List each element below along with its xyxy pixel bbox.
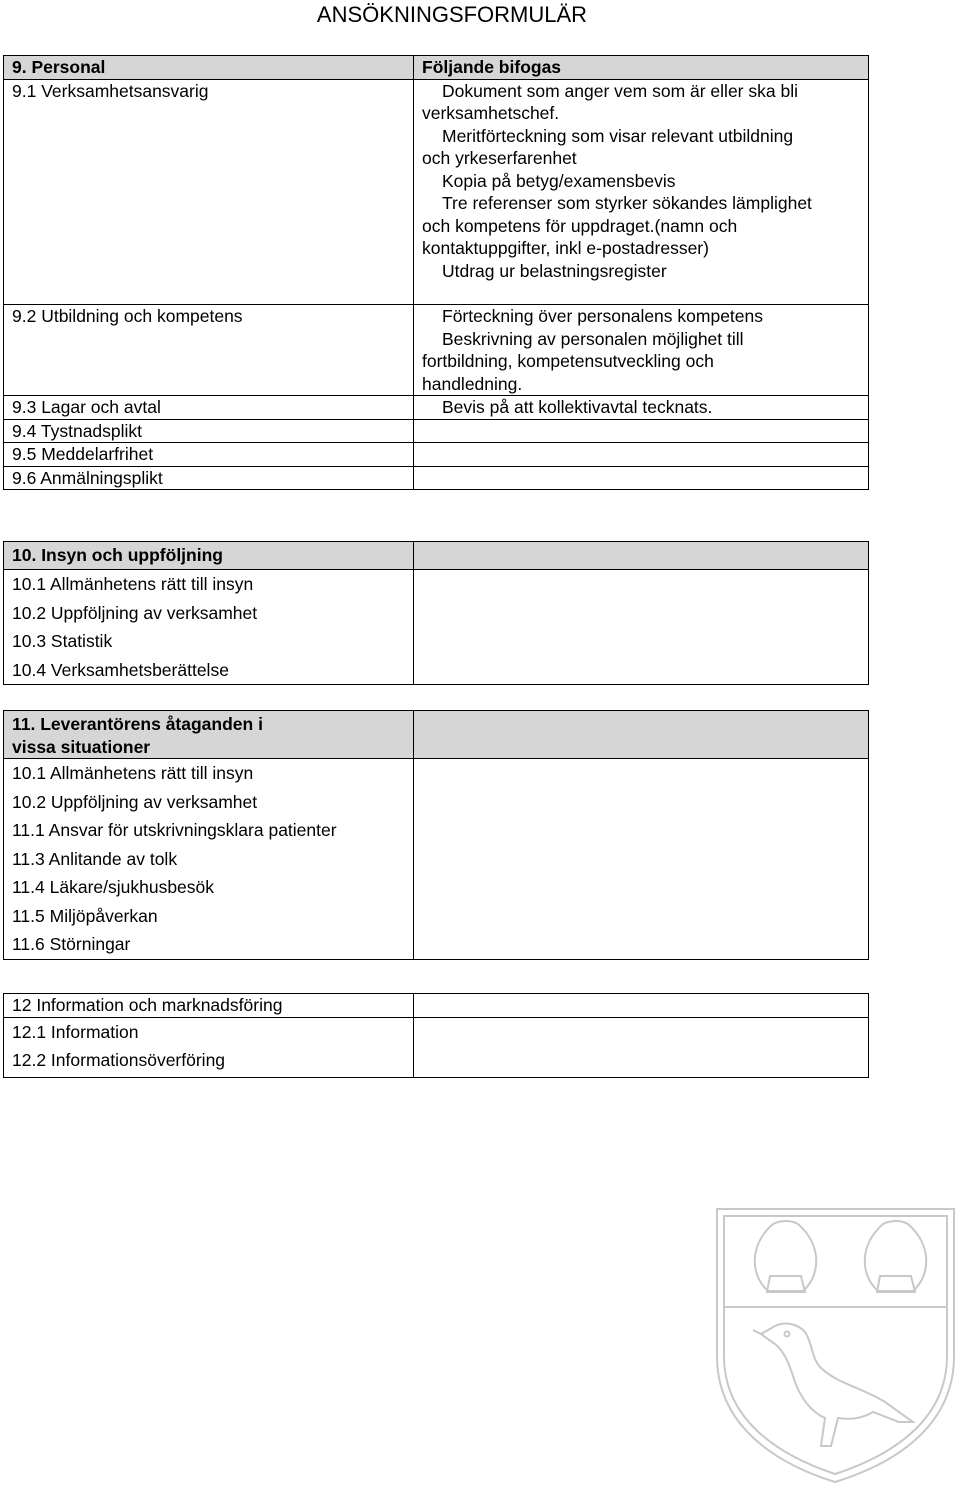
row-9-4-label: 9.4 Tystnadsplikt xyxy=(4,419,414,443)
section-11-empty xyxy=(414,759,869,960)
section-12-items xyxy=(4,1017,414,1077)
row-9-1-attachments xyxy=(414,79,869,305)
row-9-4-attachments xyxy=(414,419,869,443)
list-item: 11.5 Miljöpåverkan xyxy=(12,905,158,926)
section-9-col2-title: Följande bifogas xyxy=(414,56,869,80)
row-9-2-label: 9.2 Utbildning och kompetens xyxy=(4,305,414,396)
section-12-title: 12 Information och marknadsföring xyxy=(4,994,414,1018)
attachment-text: Dokument som anger vem som är eller ska bli xyxy=(442,80,798,101)
attachment-text: Utdrag ur belastningsregister xyxy=(442,260,667,281)
row-9-3-attachments xyxy=(414,396,869,420)
section-9-header-row xyxy=(4,56,869,80)
attachment-text: Kopia på betyg/examensbevis xyxy=(442,170,676,191)
attachment-text: Tre referenser som styrker sökandes lämplighet xyxy=(442,193,812,213)
document-title: ANSÖKNINGSFORMULÄR xyxy=(316,2,588,27)
section-11-header-row xyxy=(4,711,869,759)
row-9-2 xyxy=(4,305,869,396)
list-item: 10.2 Uppföljning av verksamhet xyxy=(12,791,258,812)
section-10-header-empty xyxy=(414,542,869,570)
section-9-table xyxy=(3,55,869,490)
section-11-items xyxy=(4,759,414,960)
list-item: 10.3 Statistik xyxy=(12,631,113,651)
section-12-header-row xyxy=(4,994,869,1018)
row-9-5 xyxy=(4,443,869,467)
attachment-text: och kompetens för uppdraget.(namn och xyxy=(422,215,738,236)
list-item: 10.1 Allmänhetens rätt till insyn xyxy=(12,574,254,594)
list-item: 10.4 Verksamhetsberättelse xyxy=(12,659,229,680)
row-9-6-label: 9.6 Anmälningsplikt xyxy=(4,466,414,490)
section-10-body xyxy=(4,570,869,685)
section-10-header-row xyxy=(4,542,869,570)
row-9-1-label xyxy=(4,79,414,305)
attachment-text: Beskrivning av personalen möjlighet till xyxy=(442,328,744,349)
section-12-body xyxy=(4,1017,869,1077)
list-item: 11.6 Störningar xyxy=(12,934,131,954)
row-9-1 xyxy=(4,79,869,305)
section-9-title: 9. Personal xyxy=(4,56,414,80)
section-10-table xyxy=(3,541,869,685)
attachment-text: och yrkeserfarenhet xyxy=(422,148,577,168)
section-11-body xyxy=(4,759,869,960)
list-item: 12.2 Informationsöverföring xyxy=(12,1050,226,1070)
section-11-title-line: vissa situationer xyxy=(12,736,151,757)
spacer xyxy=(422,282,860,304)
list-item: 11.4 Läkare/sjukhusbesök xyxy=(12,877,215,897)
section-12-table xyxy=(3,993,869,1078)
list-item: 10.1 Allmänhetens rätt till insyn xyxy=(12,763,254,783)
attachment-text: Bevis på att kollektivavtal tecknats. xyxy=(442,397,713,417)
attachment-text: kontaktuppgifter, inkl e-postadresser) xyxy=(422,238,709,258)
section-11-table xyxy=(3,710,869,960)
attachment-text: fortbildning, kompetensutveckling och xyxy=(422,351,714,371)
list-item: 12.1 Information xyxy=(12,1021,139,1042)
row-9-3 xyxy=(4,396,869,420)
section-11-title-line: 11. Leverantörens åtaganden i xyxy=(12,714,263,734)
coat-of-arms-watermark xyxy=(713,1206,958,1485)
row-9-3-label: 9.3 Lagar och avtal xyxy=(4,396,414,420)
row-9-2-attachments xyxy=(414,305,869,396)
attachment-text: handledning. xyxy=(422,373,523,394)
attachment-text: verksamhetschef. xyxy=(422,103,560,123)
section-10-title: 10. Insyn och uppföljning xyxy=(4,542,414,570)
list-item: 11.3 Anlitande av tolk xyxy=(12,848,178,869)
list-item: 11.1 Ansvar för utskrivningsklara patienter xyxy=(12,820,337,840)
section-10-items xyxy=(4,570,414,685)
attachment-text: Förteckning över personalens kompetens xyxy=(442,306,764,326)
row-9-6-attachments xyxy=(414,466,869,490)
section-12-header-empty xyxy=(414,994,869,1018)
row-label: 9.1 Verksamhetsansvarig xyxy=(12,80,209,101)
row-9-5-label: 9.5 Meddelarfrihet xyxy=(4,443,414,467)
row-9-4 xyxy=(4,419,869,443)
section-12-empty xyxy=(414,1017,869,1077)
section-11-header-empty xyxy=(414,711,869,759)
list-item: 10.2 Uppföljning av verksamhet xyxy=(12,602,258,623)
row-9-5-attachments xyxy=(414,443,869,467)
section-10-empty xyxy=(414,570,869,685)
attachment-text: Meritförteckning som visar relevant utbildning xyxy=(442,125,794,146)
row-9-6 xyxy=(4,466,869,490)
section-11-title xyxy=(4,711,414,759)
